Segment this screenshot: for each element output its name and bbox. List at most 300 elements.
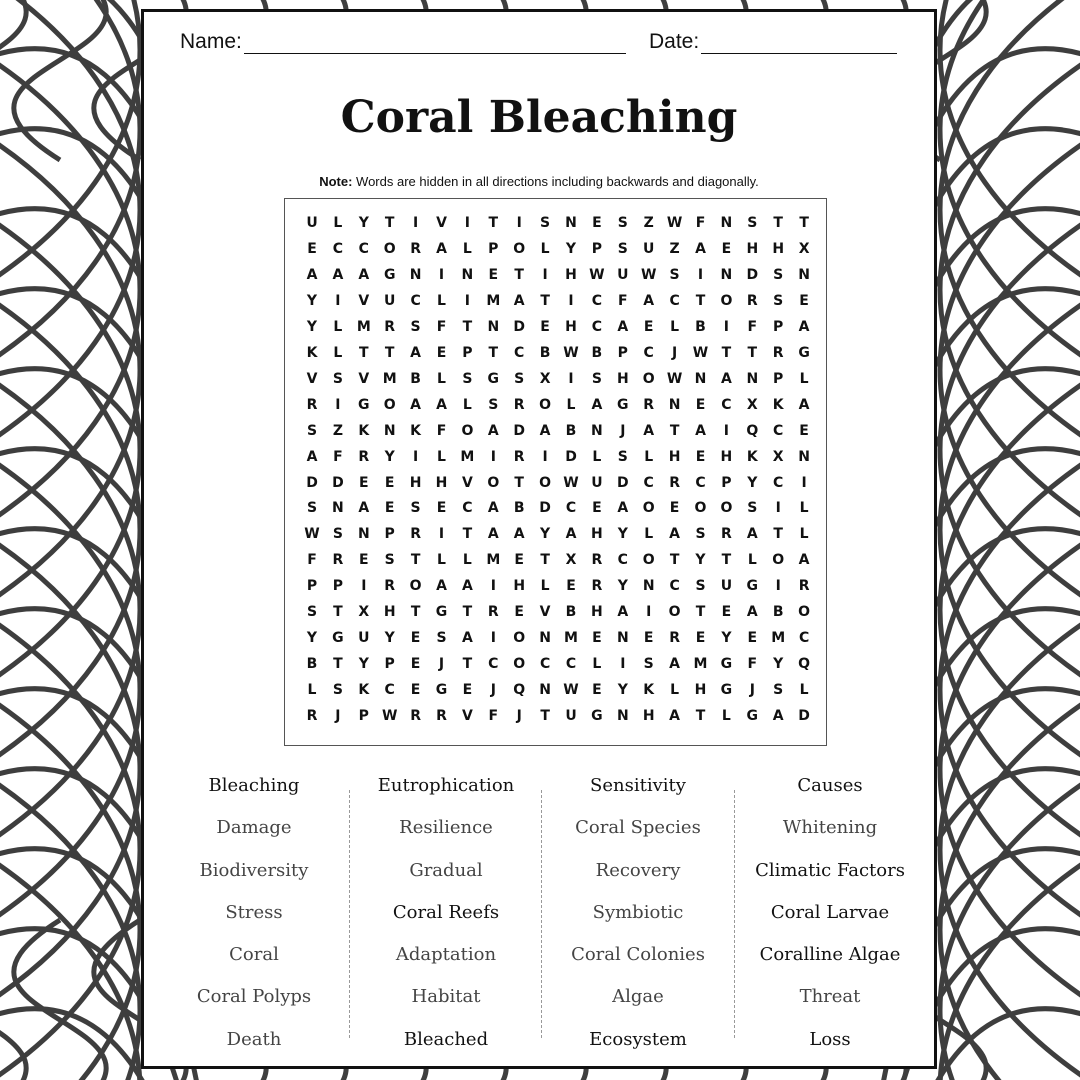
- grid-letter[interactable]: L: [333, 318, 343, 335]
- grid-letter[interactable]: J: [671, 344, 678, 361]
- grid-letter[interactable]: B: [306, 656, 318, 673]
- grid-letter[interactable]: U: [591, 474, 603, 491]
- grid-letter[interactable]: S: [617, 215, 628, 231]
- grid-letter[interactable]: O: [668, 604, 681, 621]
- grid-letter[interactable]: H: [772, 240, 785, 257]
- grid-letter[interactable]: M: [356, 318, 371, 335]
- grid-letter[interactable]: E: [592, 500, 602, 517]
- grid-letter[interactable]: D: [798, 708, 810, 725]
- grid-letter[interactable]: S: [747, 215, 758, 231]
- grid-letter[interactable]: N: [539, 630, 551, 647]
- grid-letter[interactable]: A: [410, 396, 422, 413]
- grid-letter[interactable]: Y: [306, 292, 318, 309]
- grid-letter[interactable]: E: [643, 630, 654, 647]
- grid-letter[interactable]: G: [435, 604, 448, 621]
- grid-letter[interactable]: E: [488, 266, 499, 283]
- grid-letter[interactable]: R: [591, 578, 603, 595]
- grid-letter[interactable]: L: [670, 682, 680, 699]
- grid-letter[interactable]: C: [798, 630, 810, 647]
- grid-letter[interactable]: Y: [617, 526, 628, 543]
- grid-letter[interactable]: W: [304, 526, 320, 543]
- grid-letter[interactable]: S: [695, 578, 706, 595]
- grid-letter[interactable]: S: [306, 604, 318, 621]
- grid-letter[interactable]: E: [747, 630, 758, 647]
- grid-letter[interactable]: F: [436, 318, 447, 335]
- grid-letter[interactable]: Y: [384, 630, 395, 647]
- grid-letter[interactable]: T: [540, 292, 550, 309]
- grid-letter[interactable]: J: [335, 708, 341, 725]
- grid-letter[interactable]: T: [488, 344, 499, 361]
- grid-letter[interactable]: A: [695, 240, 706, 257]
- grid-letter[interactable]: F: [747, 318, 758, 335]
- grid-letter[interactable]: C: [514, 344, 525, 361]
- grid-letter[interactable]: I: [723, 318, 729, 335]
- grid-letter[interactable]: L: [799, 370, 809, 387]
- grid-letter[interactable]: K: [306, 344, 318, 361]
- grid-letter[interactable]: W: [640, 266, 657, 283]
- grid-letter[interactable]: E: [436, 344, 447, 361]
- grid-letter[interactable]: C: [565, 656, 577, 673]
- grid-letter[interactable]: W: [666, 370, 683, 387]
- grid-letter[interactable]: A: [332, 266, 344, 283]
- grid-letter[interactable]: L: [437, 448, 446, 465]
- grid-letter[interactable]: O: [513, 240, 526, 257]
- grid-letter[interactable]: C: [410, 292, 421, 309]
- grid-letter[interactable]: R: [746, 292, 758, 309]
- grid-letter[interactable]: Y: [695, 552, 706, 569]
- grid-letter[interactable]: J: [749, 682, 755, 699]
- grid-letter[interactable]: A: [436, 578, 447, 595]
- grid-letter[interactable]: H: [591, 604, 603, 621]
- grid-letter[interactable]: E: [359, 474, 369, 491]
- grid-letter[interactable]: L: [540, 578, 550, 595]
- grid-letter[interactable]: I: [775, 500, 781, 517]
- grid-letter[interactable]: O: [798, 604, 811, 621]
- grid-letter[interactable]: C: [695, 474, 706, 491]
- grid-letter[interactable]: A: [358, 266, 370, 283]
- grid-letter[interactable]: L: [799, 526, 809, 543]
- grid-letter[interactable]: G: [720, 682, 733, 699]
- grid-letter[interactable]: A: [617, 604, 629, 621]
- grid-letter[interactable]: T: [384, 344, 395, 361]
- grid-letter[interactable]: A: [591, 396, 603, 413]
- grid-letter[interactable]: I: [490, 578, 496, 595]
- grid-letter[interactable]: Y: [773, 656, 784, 673]
- grid-letter[interactable]: J: [620, 422, 626, 439]
- grid-letter[interactable]: P: [721, 474, 732, 491]
- grid-letter[interactable]: F: [695, 215, 706, 231]
- grid-letter[interactable]: O: [642, 552, 655, 569]
- grid-letter[interactable]: R: [410, 708, 421, 725]
- grid-letter[interactable]: R: [384, 578, 396, 595]
- grid-letter[interactable]: L: [799, 682, 809, 699]
- grid-letter[interactable]: S: [332, 682, 343, 699]
- grid-letter[interactable]: T: [540, 708, 550, 725]
- grid-letter[interactable]: X: [746, 396, 758, 413]
- grid-letter[interactable]: P: [384, 526, 395, 543]
- grid-letter[interactable]: G: [435, 682, 448, 699]
- grid-letter[interactable]: E: [359, 552, 369, 569]
- grid-letter[interactable]: A: [798, 396, 810, 413]
- grid-letter[interactable]: N: [409, 266, 422, 283]
- grid-letter[interactable]: O: [487, 474, 500, 491]
- grid-letter[interactable]: S: [591, 370, 602, 387]
- grid-letter[interactable]: G: [746, 578, 759, 595]
- grid-letter[interactable]: S: [332, 526, 343, 543]
- grid-letter[interactable]: E: [384, 474, 395, 491]
- grid-letter[interactable]: A: [306, 266, 318, 283]
- grid-letter[interactable]: P: [332, 578, 344, 595]
- grid-letter[interactable]: N: [798, 266, 810, 283]
- grid-letter[interactable]: A: [306, 448, 318, 465]
- grid-letter[interactable]: C: [384, 682, 395, 699]
- grid-letter[interactable]: O: [772, 552, 785, 569]
- grid-letter[interactable]: C: [565, 500, 577, 517]
- grid-letter[interactable]: N: [487, 318, 500, 335]
- grid-letter[interactable]: L: [462, 240, 472, 257]
- grid-letter[interactable]: S: [773, 266, 784, 283]
- grid-letter[interactable]: R: [643, 396, 655, 413]
- grid-letter[interactable]: U: [643, 240, 655, 257]
- grid-letter[interactable]: T: [747, 344, 758, 361]
- grid-letter[interactable]: O: [720, 292, 733, 309]
- grid-letter[interactable]: S: [695, 526, 706, 543]
- grid-letter[interactable]: P: [773, 370, 784, 387]
- grid-letter[interactable]: O: [461, 422, 474, 439]
- grid-letter[interactable]: N: [694, 370, 707, 387]
- grid-letter[interactable]: T: [462, 656, 473, 673]
- grid-letter[interactable]: A: [487, 526, 499, 543]
- grid-letter[interactable]: A: [772, 708, 784, 725]
- grid-letter[interactable]: T: [695, 292, 706, 309]
- grid-letter[interactable]: A: [669, 708, 681, 725]
- grid-letter[interactable]: C: [617, 552, 628, 569]
- grid-letter[interactable]: N: [357, 526, 370, 543]
- grid-letter[interactable]: R: [591, 552, 603, 569]
- grid-letter[interactable]: N: [383, 422, 396, 439]
- grid-letter[interactable]: C: [488, 656, 499, 673]
- grid-letter[interactable]: C: [332, 240, 344, 257]
- grid-letter[interactable]: C: [591, 292, 603, 309]
- grid-letter[interactable]: E: [540, 318, 550, 335]
- grid-letter[interactable]: W: [381, 708, 398, 725]
- grid-letter[interactable]: H: [642, 708, 655, 725]
- grid-letter[interactable]: T: [695, 604, 706, 621]
- grid-letter[interactable]: G: [617, 396, 629, 413]
- grid-letter[interactable]: M: [771, 630, 786, 647]
- grid-letter[interactable]: I: [646, 604, 652, 621]
- grid-letter[interactable]: L: [333, 215, 343, 231]
- grid-letter[interactable]: S: [306, 422, 318, 439]
- grid-letter[interactable]: U: [358, 630, 370, 647]
- grid-letter[interactable]: H: [694, 682, 707, 699]
- grid-letter[interactable]: T: [462, 318, 473, 335]
- grid-letter[interactable]: V: [306, 370, 318, 387]
- grid-letter[interactable]: D: [565, 448, 577, 465]
- grid-letter[interactable]: L: [437, 292, 446, 309]
- grid-letter[interactable]: J: [490, 682, 496, 699]
- grid-letter[interactable]: N: [720, 266, 733, 283]
- grid-letter[interactable]: U: [306, 215, 318, 231]
- grid-letter[interactable]: N: [668, 396, 681, 413]
- grid-letter[interactable]: H: [435, 474, 448, 491]
- grid-letter[interactable]: W: [563, 682, 579, 699]
- grid-letter[interactable]: C: [358, 240, 369, 257]
- grid-letter[interactable]: W: [589, 266, 605, 283]
- grid-letter[interactable]: E: [592, 630, 602, 647]
- grid-letter[interactable]: O: [642, 500, 655, 517]
- grid-letter[interactable]: R: [772, 344, 784, 361]
- grid-letter[interactable]: T: [540, 552, 550, 569]
- grid-letter[interactable]: B: [513, 500, 525, 517]
- grid-letter[interactable]: L: [747, 552, 757, 569]
- grid-letter[interactable]: O: [642, 370, 655, 387]
- grid-letter[interactable]: Y: [540, 526, 551, 543]
- grid-letter[interactable]: C: [669, 292, 680, 309]
- grid-letter[interactable]: A: [669, 656, 681, 673]
- grid-letter[interactable]: A: [436, 396, 447, 413]
- grid-letter[interactable]: T: [514, 266, 524, 283]
- grid-letter[interactable]: Q: [798, 656, 811, 673]
- grid-letter[interactable]: W: [563, 474, 579, 491]
- grid-letter[interactable]: E: [514, 552, 524, 569]
- grid-letter[interactable]: G: [383, 266, 396, 283]
- grid-letter[interactable]: S: [617, 448, 628, 465]
- grid-letter[interactable]: O: [539, 474, 552, 491]
- grid-letter[interactable]: S: [747, 500, 758, 517]
- grid-letter[interactable]: S: [436, 630, 447, 647]
- grid-letter[interactable]: U: [720, 578, 733, 595]
- grid-letter[interactable]: I: [335, 292, 341, 309]
- grid-letter[interactable]: P: [591, 240, 603, 257]
- grid-letter[interactable]: T: [488, 215, 499, 231]
- grid-letter[interactable]: H: [591, 526, 603, 543]
- grid-letter[interactable]: A: [643, 292, 655, 309]
- grid-letter[interactable]: T: [721, 552, 732, 569]
- grid-letter[interactable]: I: [723, 422, 729, 439]
- grid-letter[interactable]: Y: [617, 682, 628, 699]
- grid-letter[interactable]: A: [720, 370, 732, 387]
- grid-letter[interactable]: D: [513, 422, 525, 439]
- grid-letter[interactable]: Y: [358, 656, 369, 673]
- grid-letter[interactable]: A: [513, 526, 525, 543]
- grid-letter[interactable]: M: [564, 630, 578, 647]
- grid-letter[interactable]: B: [410, 370, 421, 387]
- grid-letter[interactable]: L: [540, 240, 550, 257]
- grid-letter[interactable]: P: [462, 344, 473, 361]
- grid-letter[interactable]: A: [798, 318, 810, 335]
- grid-letter[interactable]: A: [798, 552, 810, 569]
- grid-letter[interactable]: N: [720, 215, 733, 231]
- grid-letter[interactable]: A: [565, 526, 577, 543]
- grid-letter[interactable]: P: [306, 578, 318, 595]
- grid-letter[interactable]: X: [358, 604, 370, 621]
- grid-letter[interactable]: F: [747, 656, 758, 673]
- grid-letter[interactable]: E: [695, 448, 706, 465]
- grid-letter[interactable]: E: [643, 318, 654, 335]
- grid-letter[interactable]: Y: [721, 630, 732, 647]
- grid-letter[interactable]: Y: [306, 318, 318, 335]
- name-input-line[interactable]: [244, 31, 626, 54]
- grid-letter[interactable]: V: [461, 708, 473, 725]
- grid-letter[interactable]: E: [410, 682, 421, 699]
- grid-letter[interactable]: E: [721, 604, 732, 621]
- grid-letter[interactable]: K: [358, 682, 370, 699]
- name-field[interactable]: [180, 30, 626, 54]
- grid-letter[interactable]: O: [383, 396, 396, 413]
- grid-letter[interactable]: Y: [617, 578, 628, 595]
- grid-letter[interactable]: Y: [384, 448, 395, 465]
- grid-letter[interactable]: A: [461, 630, 473, 647]
- grid-letter[interactable]: H: [565, 318, 577, 335]
- grid-letter[interactable]: B: [565, 422, 577, 439]
- grid-letter[interactable]: R: [513, 396, 525, 413]
- grid-letter[interactable]: U: [384, 292, 396, 309]
- grid-letter[interactable]: P: [773, 318, 784, 335]
- grid-letter[interactable]: E: [799, 292, 809, 309]
- grid-letter[interactable]: N: [539, 682, 551, 699]
- grid-letter[interactable]: L: [307, 682, 317, 699]
- grid-letter[interactable]: S: [643, 656, 654, 673]
- grid-letter[interactable]: F: [333, 448, 343, 465]
- grid-letter[interactable]: N: [332, 500, 344, 517]
- grid-letter[interactable]: R: [410, 240, 421, 257]
- grid-letter[interactable]: B: [772, 604, 784, 621]
- grid-letter[interactable]: E: [410, 656, 421, 673]
- grid-letter[interactable]: O: [513, 630, 526, 647]
- grid-letter[interactable]: C: [539, 656, 551, 673]
- grid-letter[interactable]: M: [382, 370, 397, 387]
- grid-letter[interactable]: I: [412, 215, 419, 231]
- grid-letter[interactable]: I: [697, 266, 704, 283]
- grid-letter[interactable]: Y: [358, 215, 369, 231]
- grid-letter[interactable]: G: [332, 630, 344, 647]
- grid-letter[interactable]: H: [513, 578, 526, 595]
- grid-letter[interactable]: I: [516, 215, 522, 231]
- grid-letter[interactable]: T: [514, 474, 524, 491]
- grid-letter[interactable]: L: [644, 526, 654, 543]
- grid-letter[interactable]: I: [801, 474, 807, 491]
- grid-letter[interactable]: C: [591, 318, 603, 335]
- grid-letter[interactable]: G: [746, 708, 759, 725]
- grid-letter[interactable]: A: [539, 422, 551, 439]
- grid-letter[interactable]: N: [461, 266, 474, 283]
- grid-letter[interactable]: F: [488, 708, 499, 725]
- grid-letter[interactable]: B: [539, 344, 551, 361]
- grid-letter[interactable]: P: [358, 708, 369, 725]
- grid-letter[interactable]: A: [410, 344, 422, 361]
- grid-letter[interactable]: I: [464, 215, 470, 231]
- grid-letter[interactable]: P: [617, 344, 628, 361]
- grid-letter[interactable]: D: [616, 474, 629, 491]
- grid-letter[interactable]: J: [516, 708, 522, 725]
- grid-letter[interactable]: A: [643, 422, 655, 439]
- grid-letter[interactable]: N: [746, 370, 759, 387]
- grid-letter[interactable]: T: [695, 708, 706, 725]
- grid-letter[interactable]: N: [616, 630, 629, 647]
- grid-letter[interactable]: M: [460, 448, 475, 465]
- grid-letter[interactable]: B: [591, 344, 603, 361]
- grid-letter[interactable]: S: [488, 396, 499, 413]
- grid-letter[interactable]: S: [410, 500, 421, 517]
- grid-letter[interactable]: O: [383, 240, 396, 257]
- grid-letter[interactable]: H: [409, 474, 422, 491]
- grid-letter[interactable]: B: [565, 604, 577, 621]
- grid-letter[interactable]: E: [669, 500, 680, 517]
- grid-letter[interactable]: A: [513, 292, 525, 309]
- grid-letter[interactable]: A: [669, 526, 681, 543]
- grid-letter[interactable]: K: [410, 422, 422, 439]
- grid-letter[interactable]: H: [720, 448, 733, 465]
- grid-letter[interactable]: E: [410, 630, 421, 647]
- date-input-line[interactable]: [701, 31, 897, 54]
- grid-letter[interactable]: A: [746, 604, 758, 621]
- grid-letter[interactable]: L: [462, 552, 472, 569]
- grid-letter[interactable]: C: [669, 578, 680, 595]
- grid-letter[interactable]: D: [539, 500, 551, 517]
- grid-letter[interactable]: H: [668, 448, 681, 465]
- grid-letter[interactable]: X: [798, 240, 810, 257]
- grid-letter[interactable]: E: [307, 240, 317, 257]
- grid-letter[interactable]: Y: [565, 240, 577, 257]
- grid-letter[interactable]: S: [617, 240, 628, 257]
- grid-letter[interactable]: M: [693, 656, 708, 673]
- grid-letter[interactable]: T: [669, 422, 680, 439]
- grid-letter[interactable]: T: [669, 552, 680, 569]
- grid-letter[interactable]: N: [798, 448, 810, 465]
- grid-letter[interactable]: E: [695, 630, 706, 647]
- grid-letter[interactable]: G: [358, 396, 370, 413]
- grid-letter[interactable]: L: [566, 396, 576, 413]
- grid-letter[interactable]: Z: [643, 215, 654, 231]
- grid-letter[interactable]: R: [513, 448, 525, 465]
- grid-letter[interactable]: H: [383, 604, 396, 621]
- grid-letter[interactable]: A: [746, 526, 758, 543]
- grid-letter[interactable]: V: [358, 370, 370, 387]
- grid-letter[interactable]: R: [410, 526, 421, 543]
- grid-letter[interactable]: W: [563, 344, 579, 361]
- grid-letter[interactable]: K: [643, 682, 655, 699]
- grid-letter[interactable]: C: [773, 422, 784, 439]
- grid-letter[interactable]: O: [720, 500, 733, 517]
- grid-letter[interactable]: T: [410, 604, 421, 621]
- grid-letter[interactable]: J: [438, 656, 445, 673]
- grid-letter[interactable]: U: [565, 708, 577, 725]
- grid-letter[interactable]: P: [488, 240, 499, 257]
- grid-letter[interactable]: V: [539, 604, 551, 621]
- grid-letter[interactable]: I: [412, 448, 419, 465]
- grid-letter[interactable]: E: [462, 682, 473, 699]
- grid-letter[interactable]: S: [540, 215, 551, 231]
- grid-letter[interactable]: I: [568, 292, 574, 309]
- grid-letter[interactable]: Z: [669, 240, 680, 257]
- grid-letter[interactable]: B: [695, 318, 706, 335]
- grid-letter[interactable]: K: [746, 448, 758, 465]
- grid-letter[interactable]: E: [695, 396, 706, 413]
- grid-letter[interactable]: O: [694, 500, 707, 517]
- grid-letter[interactable]: D: [746, 266, 759, 283]
- grid-letter[interactable]: R: [436, 708, 447, 725]
- grid-letter[interactable]: T: [384, 215, 395, 231]
- grid-letter[interactable]: O: [513, 656, 526, 673]
- grid-letter[interactable]: A: [487, 422, 499, 439]
- grid-letter[interactable]: S: [773, 292, 784, 309]
- grid-letter[interactable]: A: [461, 578, 473, 595]
- grid-letter[interactable]: T: [799, 215, 809, 231]
- grid-letter[interactable]: V: [358, 292, 370, 309]
- grid-letter[interactable]: R: [306, 396, 318, 413]
- grid-letter[interactable]: A: [487, 500, 499, 517]
